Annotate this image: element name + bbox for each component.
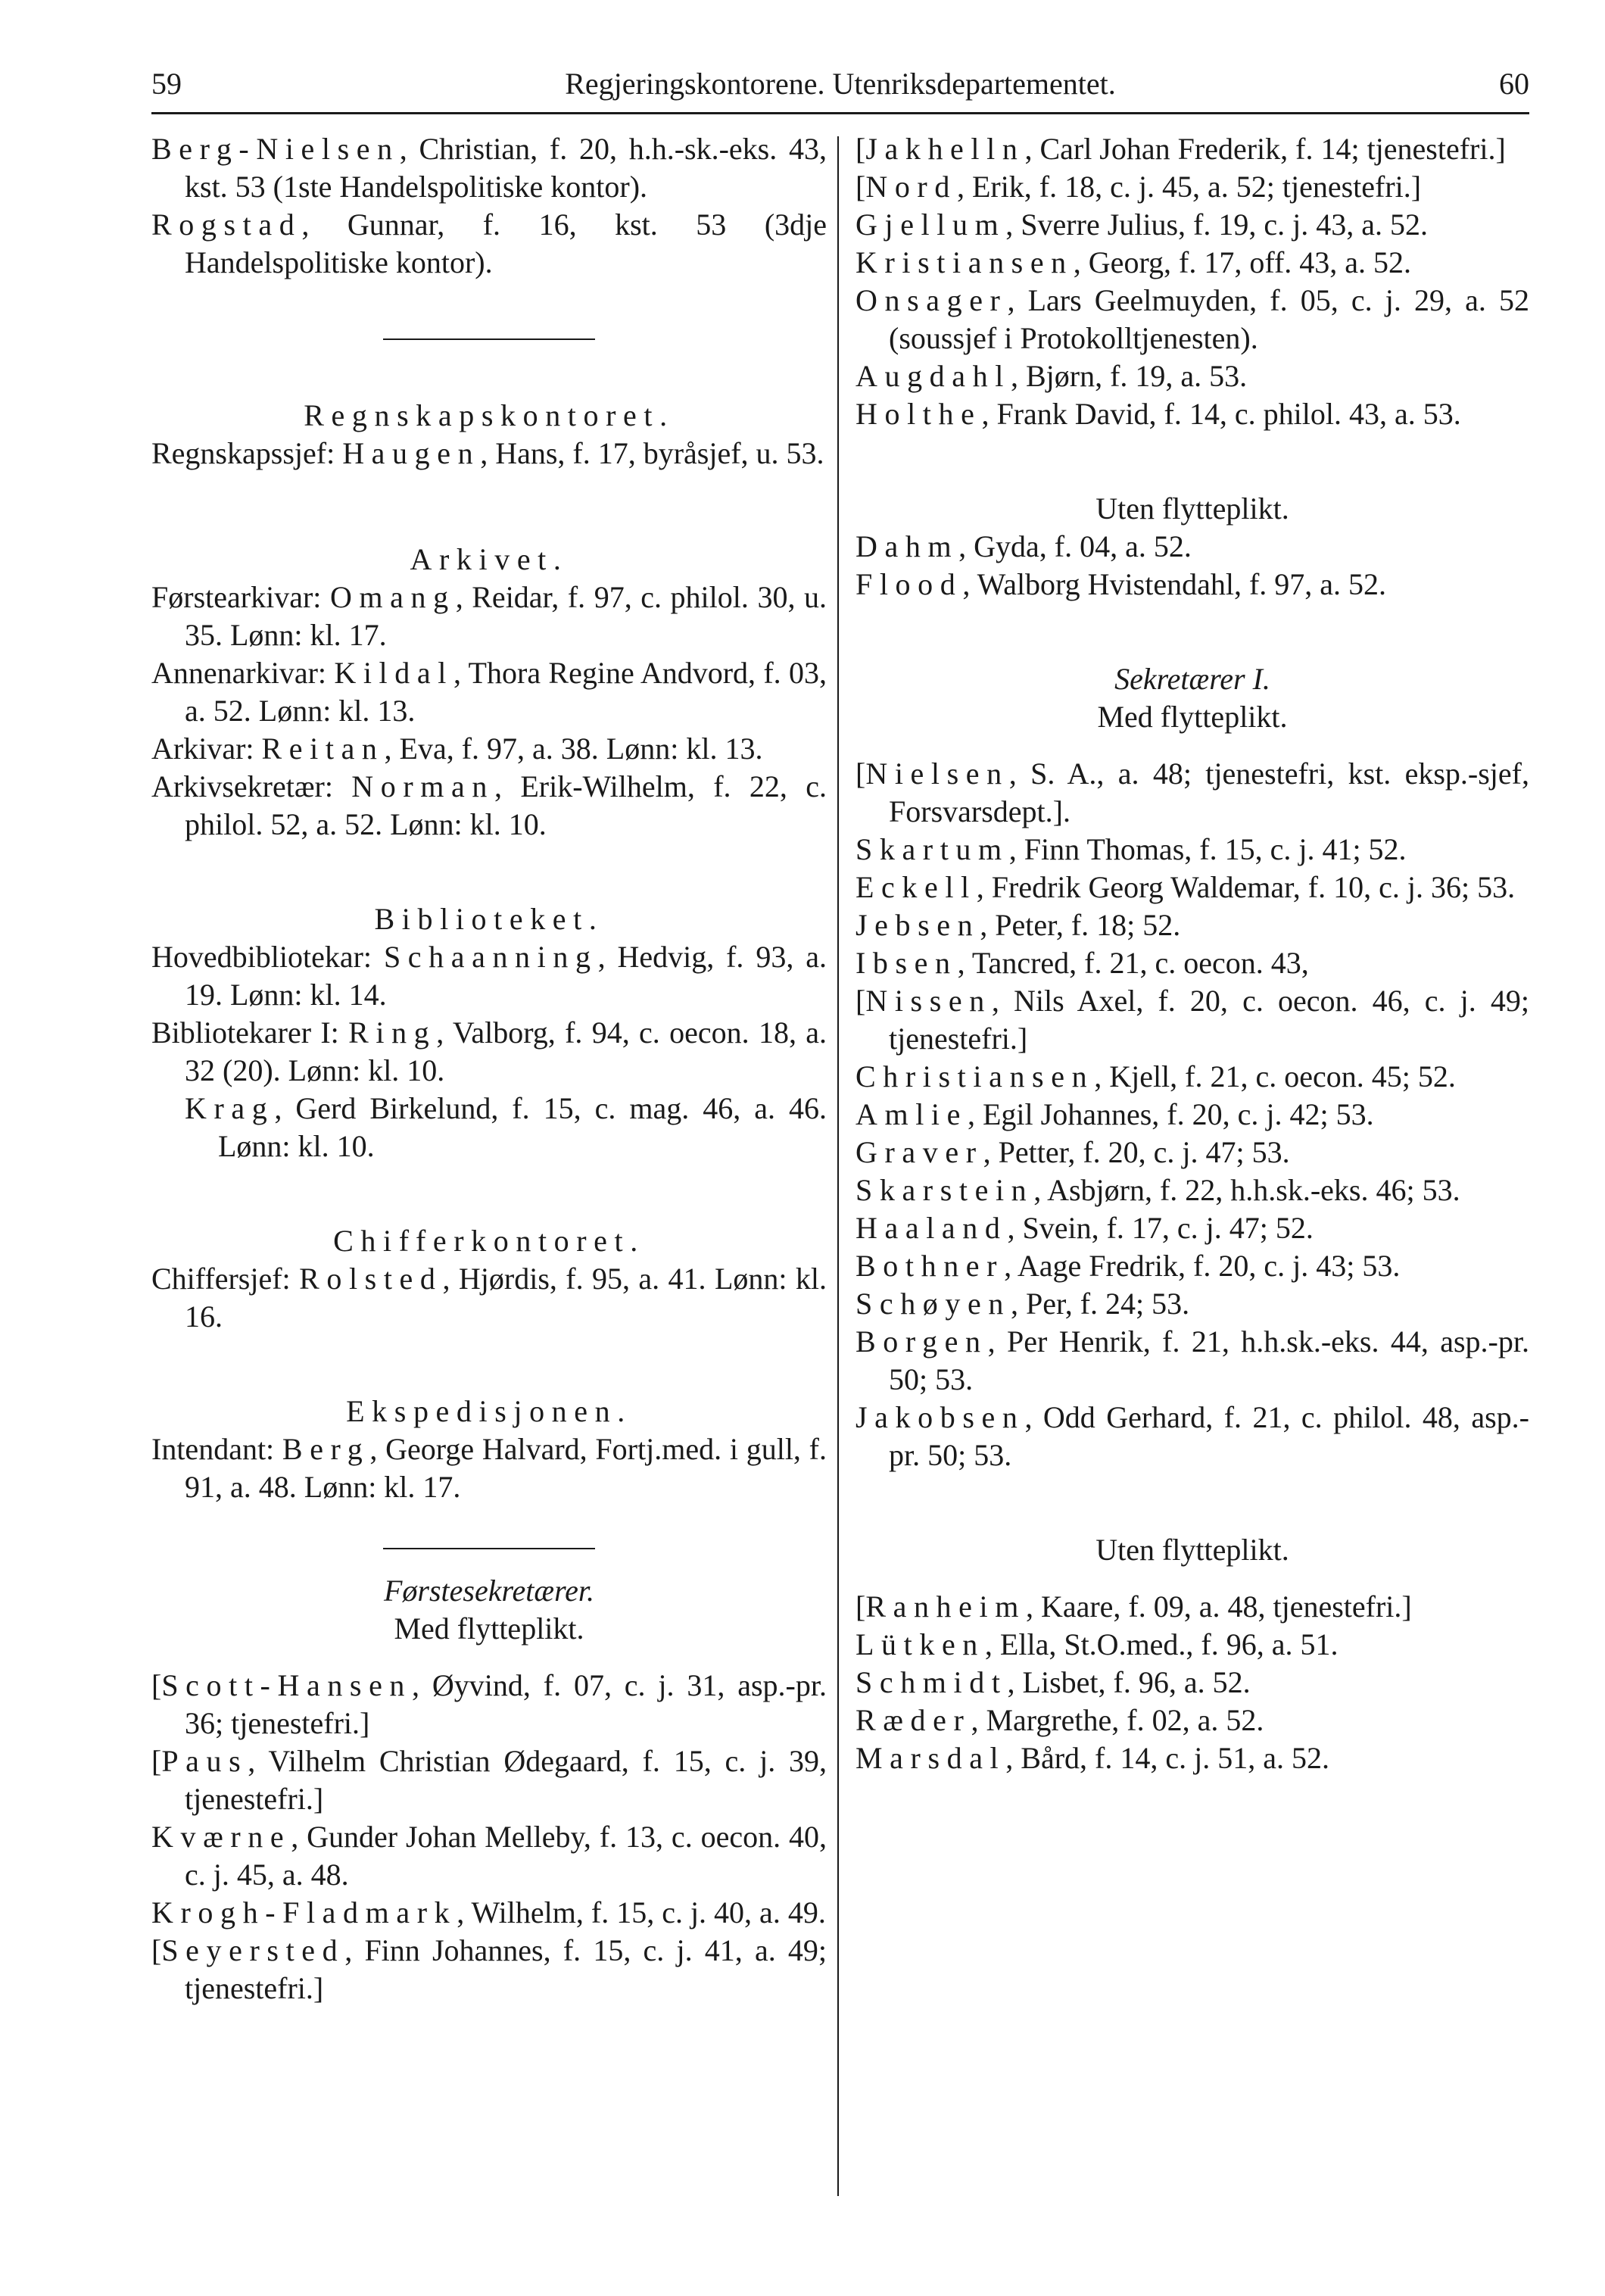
entry-details: , George Halvard, Fortj.med. i gull, f. 91, a. 48. Lønn: kl. 17. (185, 1432, 827, 1504)
entry-details: , Thora Regine Andvord, f. 03, a. 52. Lønn: kl. 13. (185, 656, 827, 728)
bracket-open: [ (855, 1589, 866, 1624)
entry-details: , Finn Thomas, f. 15, c. j. 41; 52. (1008, 832, 1407, 866)
section-heading-forstesekretaerer: Førstesekretærer. (383, 1574, 595, 1608)
entry-jakobsen (855, 1399, 1529, 1474)
bracket-open: [ (855, 132, 866, 166)
entry-dahm (855, 528, 1529, 566)
surname: Seyersted (161, 1933, 345, 1967)
surname: Ibsen (855, 946, 958, 980)
entry-details: , Erik-Wilhelm, f. 22, c. philol. 52, a. 52. Lønn: kl. 10. (185, 769, 827, 841)
surname: Kværne (151, 1820, 291, 1854)
entry-details: , Kjell, f. 21, c. oecon. 45; 52. (1094, 1059, 1456, 1093)
entry-reitan (151, 730, 827, 768)
entry-details: , Nils Axel, f. 20, c. oecon. 46, c. j. 49; tjenestefri.] (889, 984, 1529, 1056)
entry-nord (855, 168, 1529, 206)
surname: Jakhelln (865, 132, 1025, 166)
surname: Dahm (855, 529, 959, 563)
entry-details: , Asbjørn, f. 22, h.h.sk.-eks. 46; 53. (1033, 1173, 1460, 1207)
surname: Jakobsen (855, 1400, 1025, 1434)
entry-details: , Petter, f. 20, c. j. 47; 53. (983, 1135, 1290, 1169)
entry-rolsted (151, 1260, 827, 1336)
entry-details: , Finn Johannes, f. 15, c. j. 41, a. 49; tjenestefri.] (185, 1933, 827, 2005)
entry-details: , Ella, St.O.med., f. 96, a. 51. (984, 1627, 1339, 1661)
entry-kvaerne (151, 1818, 827, 1894)
entry-lutken (855, 1626, 1529, 1664)
section-heading-chifferkontoret: Chifferkontoret. (333, 1224, 645, 1258)
running-title: Regjeringskontorene. Utenriksdepartementet. (565, 67, 1116, 101)
left-column (151, 130, 827, 2007)
entry-ibsen (855, 944, 1529, 982)
page-number-left: 59 (151, 67, 182, 101)
entry-details: , Carl Johan Frederik, f. 14; tjenestefri.] (1024, 132, 1506, 166)
entry-details: , Tancred, f. 21, c. oecon. 43, (957, 946, 1309, 980)
surname: Paus (161, 1744, 248, 1778)
surname: Jebsen (855, 908, 980, 942)
subheading-med-flytteplikt: Med flytteplikt. (1097, 700, 1288, 734)
position-label: Annenarkivar: (151, 656, 335, 690)
entry-borgen (855, 1323, 1529, 1399)
entry-details: , Fredrik Georg Waldemar, f. 10, c. j. 36; 53. (976, 870, 1516, 904)
entry-amlie (855, 1096, 1529, 1134)
surname: Krag (185, 1091, 275, 1125)
section-heading-sekretaerer: Sekretærer I. (1114, 662, 1270, 696)
entry-eckell (855, 869, 1529, 906)
entry-details: , Bjørn, f. 19, a. 53. (1010, 359, 1248, 393)
position-label: Hovedbibliotekar: (151, 940, 384, 974)
entry-details: , Hans, f. 17, byråsjef, u. 53. (480, 436, 824, 470)
surname: Eckell (855, 870, 977, 904)
surname: Rolsted (299, 1262, 443, 1296)
entry-details: , Peter, f. 18; 52. (980, 908, 1181, 942)
surname: Holthe (855, 397, 982, 431)
entry-details: , S. A., a. 48; tjenestefri, kst. eksp.-sjef, Forsvarsdept.]. (889, 756, 1529, 828)
surname: Berg-Nielsen (151, 132, 400, 166)
surname: Skarstein (855, 1173, 1034, 1207)
surname: Ring (348, 1015, 437, 1050)
position-label: Arkivar: (151, 732, 262, 766)
surname: Schaanning (383, 940, 598, 974)
entry-details: , Øyvind, f. 07, c. j. 31, asp.-pr. 36; tjenestefri.] (185, 1668, 827, 1740)
entry-paus (151, 1742, 827, 1818)
surname: Norman (351, 769, 494, 803)
entry-details: , Gyda, f. 04, a. 52. (958, 529, 1192, 563)
entry-christiansen (855, 1058, 1529, 1096)
entry-gjellum (855, 206, 1529, 244)
entry-details: , Gerd Birkelund, f. 15, c. mag. 46, a. 46. Lønn: kl. 10. (218, 1091, 827, 1163)
surname: Marsdal (855, 1741, 1006, 1775)
surname: Scott-Hansen (161, 1668, 413, 1702)
surname: Nielsen (865, 756, 1009, 791)
entry-details: , Georg, f. 17, off. 43, a. 52. (1073, 245, 1412, 279)
entry-ring (151, 1014, 827, 1090)
entry-berg-nielsen (151, 130, 827, 206)
surname: Skartum (855, 832, 1009, 866)
surname: Graver (855, 1135, 983, 1169)
position-label: Bibliotekarer I: (151, 1015, 349, 1050)
surname: Schøyen (855, 1287, 1011, 1321)
bracket-open: [ (855, 984, 866, 1018)
entry-scott-hansen (151, 1667, 827, 1742)
position-label: Chiffersjef: (151, 1262, 300, 1296)
surname: Omang (329, 580, 456, 614)
surname: Flood (855, 567, 963, 601)
column-divider (837, 136, 839, 2196)
entry-details: , Lisbet, f. 96, a. 52. (1007, 1665, 1251, 1699)
entry-details: , Sverre Julius, f. 19, c. j. 43, a. 52. (1005, 207, 1428, 242)
section-heading-uten-flytteplikt: Uten flytteplikt. (1095, 491, 1289, 526)
surname: Augdahl (855, 359, 1011, 393)
surname: Bothner (855, 1249, 1005, 1283)
entry-kildal (151, 654, 827, 730)
entry-details: , Egil Johannes, f. 20, c. j. 42; 53. (967, 1097, 1374, 1131)
surname: Onsager (855, 283, 1008, 317)
entry-details: , Reidar, f. 97, c. philol. 30, u. 35. Lønn: kl. 17. (185, 580, 827, 652)
header-rule (151, 112, 1529, 114)
entry-nielsen (855, 755, 1529, 831)
bracket-open: [ (151, 1668, 162, 1702)
position-label: Arkivsekretær: (151, 769, 352, 803)
entry-schoyen (855, 1285, 1529, 1323)
entry-raeder (855, 1702, 1529, 1739)
entry-skartum (855, 831, 1529, 869)
surname: Borgen (855, 1324, 988, 1359)
entry-details: , Kaare, f. 09, a. 48, tjenestefri.] (1025, 1589, 1412, 1624)
position-label: Intendant: (151, 1432, 282, 1466)
entry-ranheim (855, 1588, 1529, 1626)
entry-flood (855, 566, 1529, 604)
entry-krag (151, 1090, 827, 1165)
surname: Krogh-Fladmark (151, 1895, 457, 1929)
entry-details: , Aage Fredrik, f. 20, c. j. 43; 53. (1004, 1249, 1401, 1283)
section-heading-ekspedisjonen: Ekspedisjonen. (346, 1394, 632, 1428)
entry-details: , Per, f. 24; 53. (1010, 1287, 1190, 1321)
entry-skarstein (855, 1171, 1529, 1209)
entry-omang (151, 579, 827, 654)
running-header (151, 58, 1529, 111)
entry-graver (855, 1134, 1529, 1171)
entry-seyersted (151, 1932, 827, 2007)
entry-details: , Hjørdis, f. 95, a. 41. Lønn: kl. 16. (185, 1262, 827, 1334)
entry-details: , Svein, f. 17, c. j. 47; 52. (1007, 1211, 1314, 1245)
entry-bothner (855, 1247, 1529, 1285)
entry-details: , Valborg, f. 94, c. oecon. 18, a. 32 (20). Lønn: kl. 10. (185, 1015, 827, 1087)
page-number-right: 60 (1499, 67, 1529, 101)
surname: Lütken (855, 1627, 985, 1661)
entry-schmidt (855, 1664, 1529, 1702)
entry-norman (151, 768, 827, 844)
entry-rogstad (151, 206, 827, 282)
entry-details: , Erik, f. 18, c. j. 45, a. 52; tjenestefri.] (956, 170, 1422, 204)
position-label: Førstearkivar: (151, 580, 330, 614)
entry-augdahl (855, 357, 1529, 395)
section-heading-biblioteket: Biblioteket. (374, 902, 604, 936)
position-label: Regnskapssjef: (151, 436, 343, 470)
entry-marsdal (855, 1739, 1529, 1777)
entry-kristiansen (855, 244, 1529, 282)
bracket-open: [ (855, 756, 866, 791)
surname: Christiansen (855, 1059, 1095, 1093)
entry-onsager (855, 282, 1529, 357)
subheading-med-flytteplikt: Med flytteplikt. (394, 1611, 584, 1646)
surname: Berg (282, 1432, 370, 1466)
surname: Ræder (855, 1703, 971, 1737)
surname: Reitan (261, 732, 385, 766)
entry-details: , Gunder Johan Melleby, f. 13, c. oecon. 40, c. j. 45, a. 48. (185, 1820, 827, 1892)
entry-details: , Lars Geelmuyden, f. 05, c. j. 29, a. 52 (soussjef i Protokolltjenesten). (889, 283, 1529, 355)
entry-details: , Gunnar, f. 16, kst. 53 (3dje Handelspolitiske kontor). (185, 207, 827, 279)
surname: Gjellum (855, 207, 1006, 242)
surname: Nissen (865, 984, 992, 1018)
right-column (855, 130, 1529, 1777)
entry-details: , Eva, f. 97, a. 38. Lønn: kl. 13. (384, 732, 763, 766)
entry-krogh-fladmark (151, 1894, 827, 1932)
surname: Ranheim (865, 1589, 1026, 1624)
entry-details: , Per Henrik, f. 21, h.h.sk.-eks. 44, asp.-pr. 50; 53. (889, 1324, 1529, 1396)
surname: Kildal (334, 656, 453, 690)
entry-details: , Margrethe, f. 02, a. 52. (971, 1703, 1264, 1737)
section-heading-uten-flytteplikt: Uten flytteplikt. (1095, 1533, 1289, 1567)
surname: Haaland (855, 1211, 1008, 1245)
surname: Nord (865, 170, 957, 204)
entry-details: , Bård, f. 14, c. j. 51, a. 52. (1005, 1741, 1329, 1775)
section-heading-regnskapskontoret: Regnskapskontoret. (304, 398, 675, 432)
surname: Haugen (342, 436, 481, 470)
bracket-open: [ (855, 170, 866, 204)
entry-details: , Hedvig, f. 93, a. 19. Lønn: kl. 14. (185, 940, 827, 1012)
entry-details: , Walborg Hvistendahl, f. 97, a. 52. (962, 567, 1387, 601)
entry-haugen (151, 435, 827, 473)
entry-details: , Odd Gerhard, f. 21, c. philol. 48, asp.-pr. 50; 53. (889, 1400, 1529, 1472)
surname: Schmidt (855, 1665, 1008, 1699)
entry-nissen (855, 982, 1529, 1058)
surname: Rogstad (151, 207, 302, 242)
surname: Kristiansen (855, 245, 1074, 279)
entry-schaanning (151, 938, 827, 1014)
bracket-open: [ (151, 1933, 162, 1967)
entry-jebsen (855, 906, 1529, 944)
entry-holthe (855, 395, 1529, 433)
entry-details: , Vilhelm Christian Ødegaard, f. 15, c. j. 39, tjenestefri.] (185, 1744, 827, 1816)
section-heading-arkivet: Arkivet. (410, 542, 569, 576)
entry-haaland (855, 1209, 1529, 1247)
entry-details: , Frank David, f. 14, c. philol. 43, a. 53. (981, 397, 1461, 431)
entry-details: , Wilhelm, f. 15, c. j. 40, a. 49. (457, 1895, 826, 1929)
surname: Amlie (855, 1097, 968, 1131)
entry-details: , Christian, f. 20, h.h.-sk.-eks. 43, kst. 53 (1ste Handelspolitiske kontor). (185, 132, 827, 204)
bracket-open: [ (151, 1744, 162, 1778)
entry-berg (151, 1430, 827, 1506)
entry-jakhelln (855, 130, 1529, 168)
